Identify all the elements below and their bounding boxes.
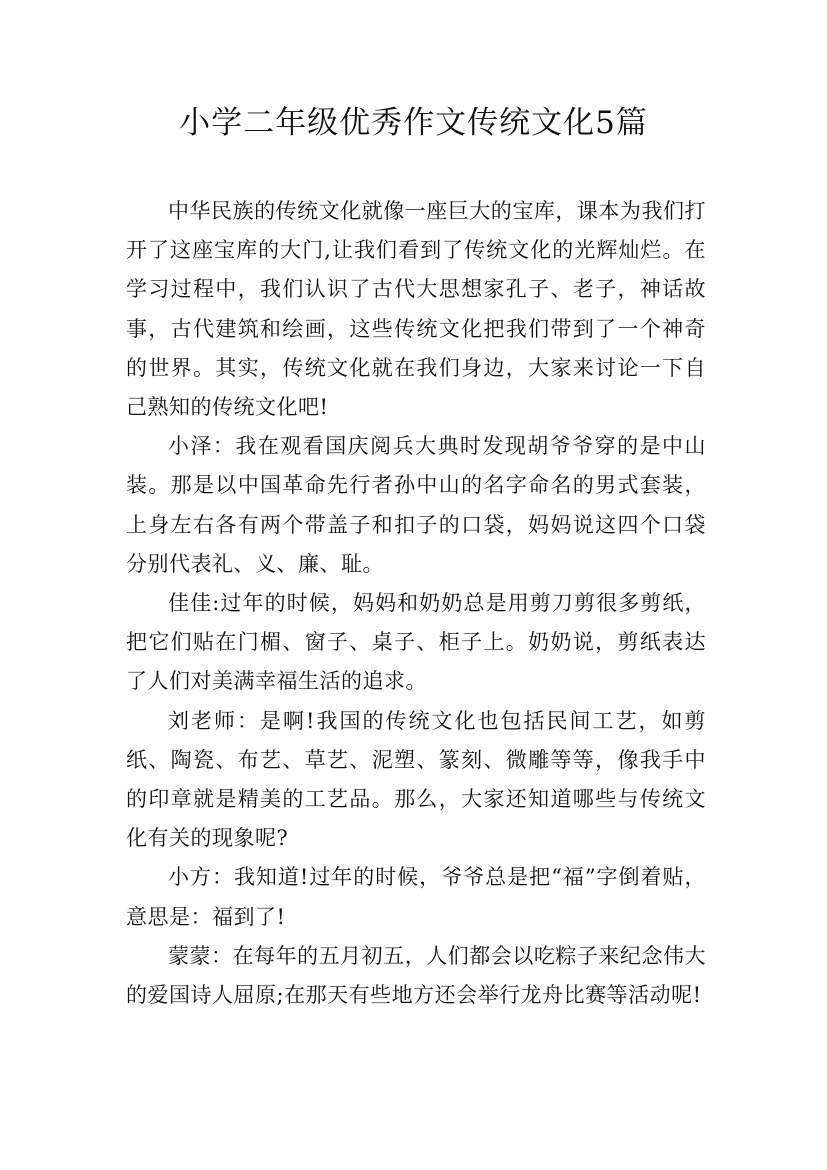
paragraph-jiajia: 佳佳:过年的时候，妈妈和奶奶总是用剪刀剪很多剪纸，把它们贴在门楣、窗子、桌子、柜子上。奶奶说，剪纸表达了人们对美满幸福生活的追求。: [126, 591, 706, 694]
paragraph-teacher-liu: 刘老师：是啊!我国的传统文化也包括民间工艺，如剪纸、陶瓷、布艺、草艺、泥塑、篆刻、微雕等等，像我手中的印章就是精美的工艺品。那么，大家还知道哪些与传统文化有关的现象呢?: [126, 708, 706, 851]
paragraph-xiaofang: 小方：我知道!过年的时候，爷爷总是把“福”字倒着贴，意思是：福到了!: [126, 865, 706, 929]
paragraph-xiaoze: 小泽：我在观看国庆阅兵大典时发现胡爷爷穿的是中山装。那是以中国革命先行者孙中山的名字命名的男式套装，上身左右各有两个带盖子和扣子的口袋，妈妈说这四个口袋分别代表礼、义、廉、耻。: [126, 434, 706, 576]
paragraph-intro: 中华民族的传统文化就像一座巨大的宝库，课本为我们打开了这座宝库的大门,让我们看到了传统文化的光辉灿烂。在学习过程中，我们认识了古代大思想家孔子、老子，神话故事，古代建筑和绘画，这些传统文化把我们带到了一个神奇的世界。其实，传统文化就在我们身边，大家来讨论一下自己熟知的传统文化吧!: [126, 199, 706, 420]
document-title: 小学二年级优秀作文传统文化5篇: [179, 105, 648, 141]
paragraph-mengmeng: 蒙蒙：在每年的五月初五，人们都会以吃粽子来纪念伟大的爱国诗人屈原;在那天有些地方还会举行龙舟比赛等活动呢!: [126, 943, 706, 1008]
document-body: [126, 192, 706, 1015]
